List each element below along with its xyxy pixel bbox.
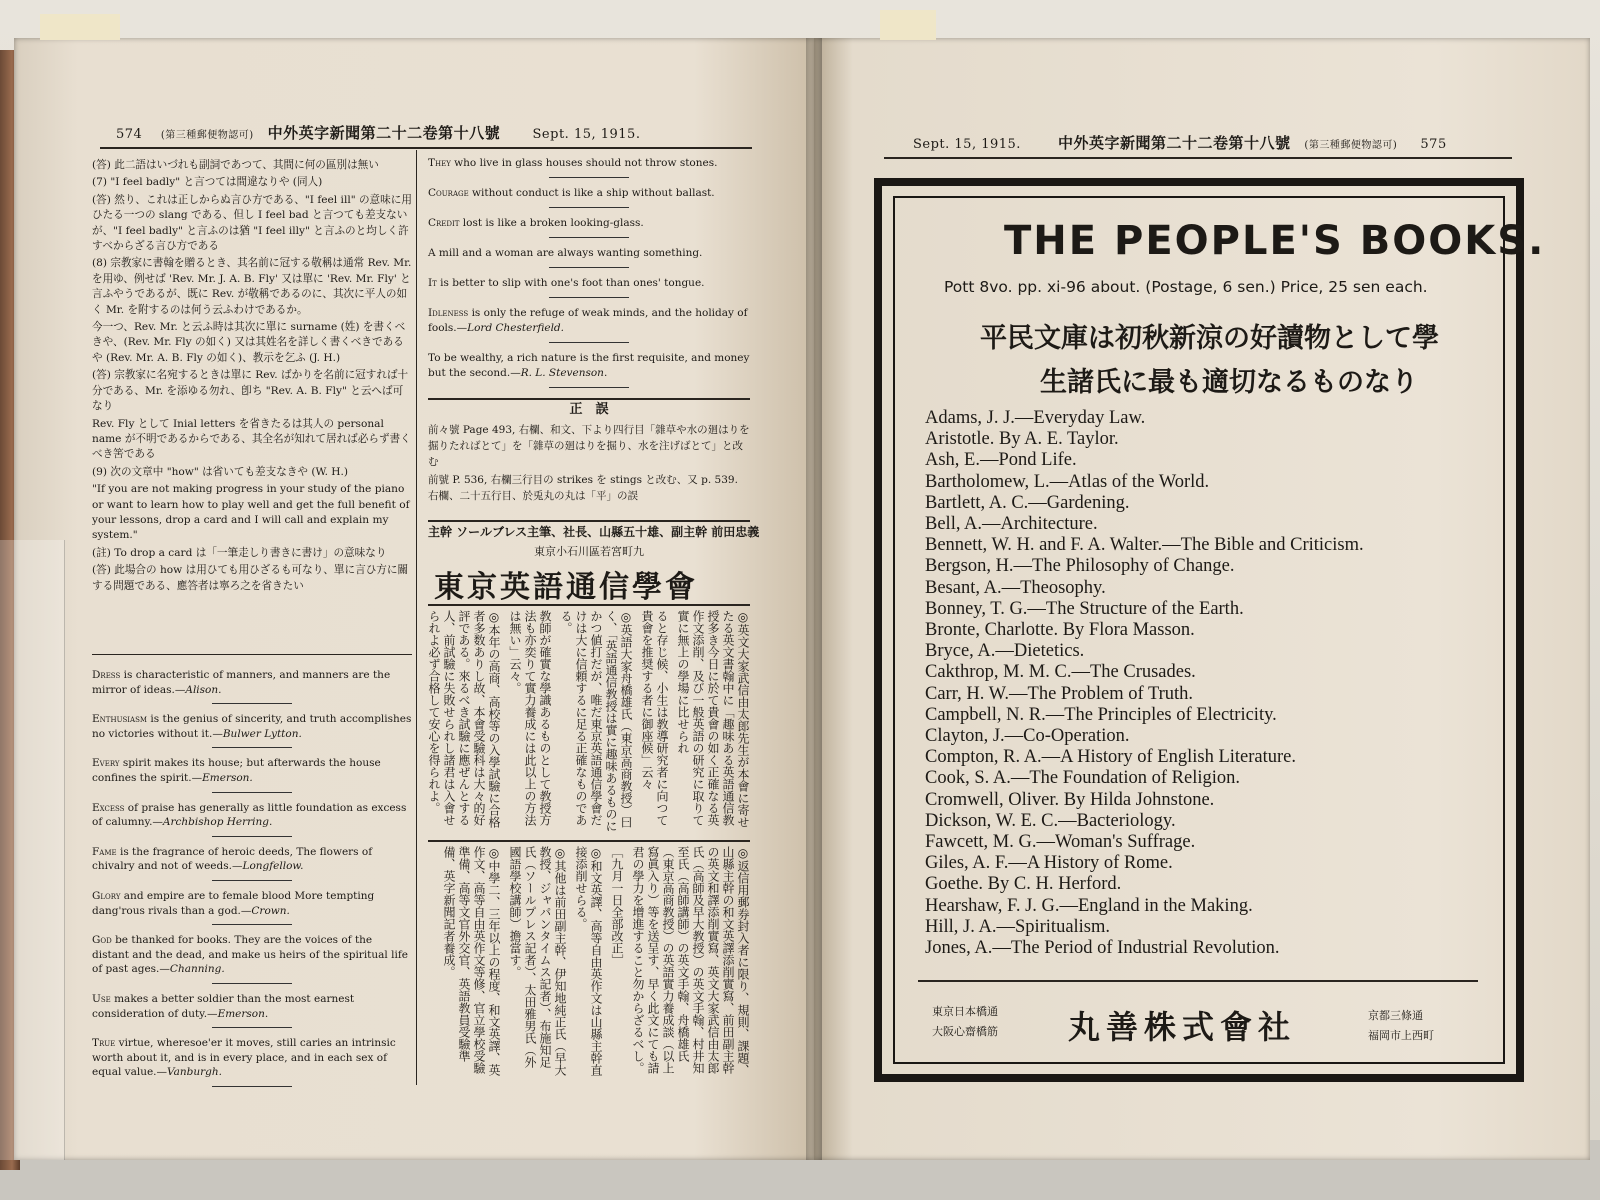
book-entry: Giles, A. F.—A History of Rome. xyxy=(925,853,1173,874)
qa-paragraph: (註) To drop a card は「一筆走しり書きに書け」の意味なり xyxy=(92,546,387,559)
quote-author: Alison. xyxy=(185,683,222,696)
quote-lead: Every xyxy=(92,757,120,770)
header-rule xyxy=(884,157,1512,159)
quote-separator xyxy=(212,703,292,704)
quote-text: A mill and a woman are always wanting something. xyxy=(428,247,703,259)
quote-lead: Credit xyxy=(428,217,460,229)
quote-entry xyxy=(92,801,412,830)
quote-author: Emerson. xyxy=(202,771,253,784)
quote-lead: It xyxy=(428,277,437,289)
school-ad-divider xyxy=(428,840,750,842)
book-entry: Jones, A.—The Period of Industrial Revolution. xyxy=(925,938,1280,959)
ad-subtitle: Pott 8vo. pp. xi-96 about. (Postage, 6 sen.) Price, 25 sen each. xyxy=(944,278,1428,296)
postal-permit: (第三種郵便物認可) xyxy=(1304,140,1398,151)
errata-divider xyxy=(428,520,750,522)
book-entry: Goethe. By C. H. Herford. xyxy=(925,874,1122,895)
school-ad-text-upper xyxy=(428,610,750,836)
quote-author: —Longfellow. xyxy=(231,860,304,873)
publisher-address-left xyxy=(932,1002,998,1042)
qa-divider xyxy=(92,654,412,655)
quote-lead: True xyxy=(92,1037,116,1050)
school-address: 東京小石川區若宮町九 xyxy=(534,545,644,558)
school-ad-column: ◎英文大家武信由太郎先生が本會に寄せたる英文書翰中に「趣味ある英語通信教授多き今日に於て貴會の如く正確なる英作文添削、及び一般英語の研究に取りて實に無上の學場に比せられ xyxy=(676,610,750,828)
quote-lead: Use xyxy=(92,992,111,1005)
errata-title: 正 誤 xyxy=(569,402,609,417)
book-entry: Hill, J. A.—Spiritualism. xyxy=(925,916,1111,937)
book-entry: Campbell, N. R.—The Principles of Electricity. xyxy=(925,704,1277,725)
qa-paragraph: (答) 宗教家に名宛するときは單に Rev. ばかりを名前に冠すれば十分である、Mr. を添ゆる勿れ、卽ち "Rev. A. B. Fly" と云へば可なり xyxy=(92,369,409,413)
quote-lead: Fame xyxy=(92,845,117,858)
book-gutter xyxy=(806,38,822,1160)
school-ad-column: ［九月一日全部改正］ xyxy=(610,846,624,966)
qa-column xyxy=(92,158,412,596)
right-running-head xyxy=(913,132,1447,153)
page-number: 575 xyxy=(1420,137,1447,152)
publisher-name: 丸善株式會社 xyxy=(1068,1008,1297,1046)
quote-separator xyxy=(212,880,292,881)
quote-entry xyxy=(428,276,750,291)
quote-text: makes a better soldier than the most earnest consideration of duty.— xyxy=(92,992,355,1020)
quote-entry xyxy=(92,668,412,697)
ad-jp-line-2: 生諸氏に最も適切なるものなり xyxy=(1040,367,1418,398)
quote-text: who live in glass houses should not throw stones. xyxy=(450,157,718,169)
quote-lead: Excess xyxy=(92,801,125,814)
publisher-rule xyxy=(918,980,1478,982)
address-line: 大阪心齋橋筋 xyxy=(932,1025,998,1038)
quote-lead: Dress xyxy=(92,669,121,681)
school-name: 東京英語通信學會 xyxy=(434,570,698,605)
quote-author: Vanburgh. xyxy=(167,1066,222,1079)
book-entry: Cook, S. A.—The Foundation of Religion. xyxy=(925,768,1241,789)
qa-paragraph: 今一つ、Rev. Mr. と云ふ時は其次に單に surname (姓) を書くべきや、(Rev. Mr. Fly の如く) 又は其姓名を詳しく書くべきであるや (Rev. Mr. A. B. Fly の如く)、教示を乞ふ (J. H.) xyxy=(92,321,406,364)
school-ad-column: ◎本年の高商、高校等の入學試驗に合格者多数ありし故、本會受驗科は大々的好評である。來るべき試驗に應ぜんとする人、前試驗に失敗せられし諸君は入會せられよ必ず合格して安心を得られよ。 xyxy=(427,610,501,828)
qa-paragraph: (答) 然り、これは正しからぬ言ひ方である、"I feel ill" の意味に用ひたる一つの slang である、但し I feel bad と言つても差支ないが、"I feel badly" と言ふのは猶 "I feel illy" と言ふのと均しく許すべからざる言ひ方である xyxy=(92,193,412,253)
quotes-left-column xyxy=(92,668,412,1095)
quote-separator xyxy=(549,297,629,298)
school-ad-column: ◎和文英譯、高等自由英作文は山縣主幹直接添削せらる。 xyxy=(574,846,603,1076)
quote-text: without conduct is like a ship without ballast. xyxy=(468,187,715,199)
book-entry: Bryce, A.—Dietetics. xyxy=(925,641,1085,662)
book-entry: Bergson, H.—The Philosophy of Change. xyxy=(925,556,1235,577)
book-entry: Hearshaw, F. J. G.—England in the Making. xyxy=(925,895,1253,916)
school-ad-column: ◎其他は前田副主幹、伊知地純正氏（早大教授、ジャパンタイムス記者）、布施知足氏（ソールプレス記者）、太田雅男氏（外國語學校講師）擔當す。 xyxy=(508,846,567,1076)
book-entry: Compton, R. A.—A History of English Literature. xyxy=(925,747,1297,768)
quote-separator xyxy=(549,387,629,388)
quote-text: is the fragrance of heroic deeds, The flowers of chivalry and not of weeds. xyxy=(92,845,373,873)
book-entry: Cromwell, Oliver. By Hilda Johnstone. xyxy=(925,789,1215,810)
qa-paragraph: (8) 宗教家に書翰を贈るとき、其名前に冠する敬稱は通常 Rev. Mr. を用ゆ、例せば 'Rev. Mr. J. A. B. Fly' 又は單に 'Rev. Mr. Fly' と言ふやうであるが、既に Rev. が敬稱であるのに、其次に平人の如く Mr. を附するのは何う云ふわけであるか。 xyxy=(92,257,412,316)
quote-lead: Glory xyxy=(92,889,121,902)
school-ad-column: 教師が確實な學識あるものとして教授方法も亦奕りて實力養成には此以上の方法は無い」云々。 xyxy=(508,610,552,826)
book-entry: Bronte, Charlotte. By Flora Masson. xyxy=(925,620,1195,641)
page-number: 574 xyxy=(116,127,143,142)
book-entry: Fawcett, M. G.—Woman's Suffrage. xyxy=(925,832,1196,853)
quote-separator xyxy=(212,792,292,793)
quote-entry xyxy=(92,712,412,741)
quote-lead: Idleness xyxy=(428,307,469,319)
quote-entry xyxy=(428,186,750,201)
errata-line: 前々號 Page 493, 右欄、和文、下より四行目「雜草や水の廻はりを掘りたればとて」を「雜草の廻はりを掘り、水を注げばとて」と改む xyxy=(428,424,750,468)
ad-jp-line-1: 平民文庫は初秋新涼の好讀物として學 xyxy=(980,323,1439,354)
postal-permit: (第三種郵便物認可) xyxy=(160,130,254,141)
quote-text: lost is like a broken looking-glass. xyxy=(459,217,644,229)
publisher-address-right xyxy=(1368,1006,1434,1046)
errata-line: 前號 P. 536, 右欄三行目の strikes を stings と改む、又 p. 539. 右欄、二十五行目、於兎丸の丸は「平」の誤 xyxy=(428,474,738,502)
book-entry: Besant, A.—Theosophy. xyxy=(925,577,1106,598)
address-line: 東京日本橋通 xyxy=(932,1005,998,1018)
quote-lead: Courage xyxy=(428,187,469,199)
quote-separator xyxy=(212,1086,292,1087)
header-rule xyxy=(100,147,752,149)
school-ad-column: ◎中學二、三年以上の程度、和文英譯、英作文、高等自由英作文等修、官立學校受驗準備、高等文官外交官、英語教員受驗準備、英字新聞記者養成。 xyxy=(442,846,501,1076)
qa-paragraph: Rev. Fly として Inial letters を省きたるは其人の personal name が不明であるからである、其全名が知れて居れば必らず書くべき筈である xyxy=(92,417,411,461)
quote-separator xyxy=(212,924,292,925)
quote-entry xyxy=(428,351,750,381)
book-entry: Dickson, W. E. C.—Bacteriology. xyxy=(925,810,1176,831)
book-entry: Carr, H. W.—The Problem of Truth. xyxy=(925,683,1194,704)
quote-text: To be wealthy, a rich nature is the first requisite, and money but the second.— xyxy=(428,352,750,379)
quote-entry xyxy=(92,1036,412,1080)
quote-text: is only the refuge of weak minds, and the holiday of fools.— xyxy=(428,307,748,334)
quote-separator xyxy=(212,1027,292,1028)
errata-section xyxy=(428,402,750,506)
quote-text: be thanked for books. They are the voices of the distant and the dead, and make us heirs of the spiritual life of past ages.— xyxy=(92,934,408,976)
quote-text: and empire are to female blood More tempting dang'rous rivals than a god.— xyxy=(92,889,375,917)
quote-text: is the genius of sincerity, and truth accomplishes no victories without it.— xyxy=(92,713,412,740)
page-marker-strip xyxy=(0,540,65,1160)
school-name-rule xyxy=(428,604,750,606)
quote-separator xyxy=(212,747,292,748)
quote-entry xyxy=(428,216,750,231)
quote-entry xyxy=(92,992,412,1021)
issue-date: Sept. 15, 1915. xyxy=(532,127,641,142)
quote-author: R. L. Stevenson. xyxy=(520,367,608,379)
address-line: 京都三條通 xyxy=(1368,1009,1423,1022)
quote-separator xyxy=(549,177,629,178)
quotes-divider xyxy=(428,398,750,400)
address-line: 福岡市上西町 xyxy=(1368,1029,1434,1042)
quote-entry xyxy=(92,933,412,977)
book-list xyxy=(925,408,1364,959)
quote-author: Archbishop Herring. xyxy=(162,816,273,829)
book-entry: Bartholomew, L.—Atlas of the World. xyxy=(925,471,1210,492)
book-entry: Bell, A.—Architecture. xyxy=(925,514,1098,535)
quote-author: Channing. xyxy=(169,963,225,976)
book-entry: Bartlett, A. C.—Gardening. xyxy=(925,492,1130,513)
book-entry: Bonney, T. G.—The Structure of the Earth. xyxy=(925,598,1244,619)
qa-paragraph: (答) 此場合の how は用ひても用ひざるも可なり、單に言ひ方に關する問題である、應答者は寧ろ之を省きたい xyxy=(92,564,409,592)
quote-author: Lord Chesterfield. xyxy=(467,322,564,334)
bookmark-tab xyxy=(40,14,120,40)
qa-paragraph: (9) 次の文章中 "how" は省いても差支なきや (W. H.) xyxy=(92,465,349,478)
book-entry: Ash, E.—Pond Life. xyxy=(925,450,1077,471)
book-entry: Aristotle. By A. E. Taylor. xyxy=(925,429,1119,450)
book-entry: Adams, J. J.—Everyday Law. xyxy=(925,408,1146,428)
school-ad-column: ◎英語大家舟橋雄氏（東京高商教授）曰く、「英語通信教授は實に趣味あるものにかつ値打だが、唯だ東京英語通信學會だけは大に信頼するに足る正確なものである。 xyxy=(559,610,633,832)
quote-entry xyxy=(428,156,750,171)
quote-lead: They xyxy=(428,157,451,169)
column-divider xyxy=(416,150,417,1085)
school-ad-column: ると存じ候、小生は教導研究者に向つて貴會を推奨する者に御座候」云々 xyxy=(640,610,669,826)
school-ad-text-lower xyxy=(428,846,750,1078)
quote-text: is characteristic of manners, and manners are the mirror of ideas.— xyxy=(92,669,391,696)
quote-separator xyxy=(549,237,629,238)
journal-title: 中外英字新聞第二十二卷第十八號 xyxy=(267,124,501,142)
journal-title: 中外英字新聞第二十二卷第十八號 xyxy=(1058,134,1291,152)
quote-text: is better to slip with one's foot than ones' tongue. xyxy=(436,277,705,289)
quote-separator xyxy=(549,342,629,343)
quote-author: Crown. xyxy=(251,904,290,917)
quote-text: of praise has generally as little foundation as excess of calumny.— xyxy=(92,801,407,829)
book-entry: Clayton, J.—Co-Operation. xyxy=(925,726,1130,747)
book-entry: Bennett, W. H. and F. A. Walter.—The Bible and Criticism. xyxy=(925,535,1364,556)
quote-separator xyxy=(549,267,629,268)
quote-entry xyxy=(428,306,750,336)
quote-separator xyxy=(212,836,292,837)
quote-text: spirit makes its house; but afterwards the house confines the spirit.— xyxy=(92,757,381,784)
quote-entry xyxy=(92,756,412,785)
ad-title: THE PEOPLE'S BOOKS. xyxy=(1004,218,1546,264)
issue-date: Sept. 15, 1915. xyxy=(913,137,1021,152)
quote-entry xyxy=(428,246,750,261)
qa-paragraph: "If you are not making progress in your study of the piano or want to learn how to play well and get the full benefit of your lessons, drop a card and I will call and explain my system." xyxy=(92,483,410,542)
quote-lead: Enthusiasm xyxy=(92,713,148,726)
school-staff-line: 主幹 ソールブレス主筆、社長、山縣五十雄、副主幹 前田忠義 xyxy=(428,525,760,539)
quote-separator xyxy=(549,207,629,208)
quotes-right-column xyxy=(428,156,750,396)
qa-paragraph: (7) "I feel badly" と言つては間違なりや (同人) xyxy=(92,176,323,189)
qa-paragraph: (答) 此二語はいづれも副詞であつて、其間に何の區別は無い xyxy=(92,159,379,171)
bookmark-tab xyxy=(880,10,936,40)
quote-separator xyxy=(212,983,292,984)
quote-author: Bulwer Lytton. xyxy=(222,727,302,740)
quote-author: Emerson. xyxy=(217,1007,269,1020)
school-ad-column: ◎返信用郵券封入者に限り、規則、課題、山縣主幹の和文英譯添削實寫、前田副主幹の英文和譯添削實寫、英文大家武信由太郎氏（高師及早大教授）の英文手翰、村井知至氏（高師講師）の英文手翰、舟橋雄氏（東京高商教授）の英語實力養成談（以上寫眞入り）等を送呈す、早く此文にても請君の學力を增進すること勿からざるべし。 xyxy=(631,846,750,1076)
quote-entry xyxy=(92,889,412,918)
book-entry: Cakthrop, M. M. C.—The Crusades. xyxy=(925,662,1196,683)
quote-entry xyxy=(92,845,412,874)
left-running-head xyxy=(116,122,640,143)
quote-text: virtue, wheresoe'er it moves, still caries an intrinsic worth about it, and is in every place, and in each sex of equal value.— xyxy=(92,1037,396,1079)
quote-lead: God xyxy=(92,934,112,947)
